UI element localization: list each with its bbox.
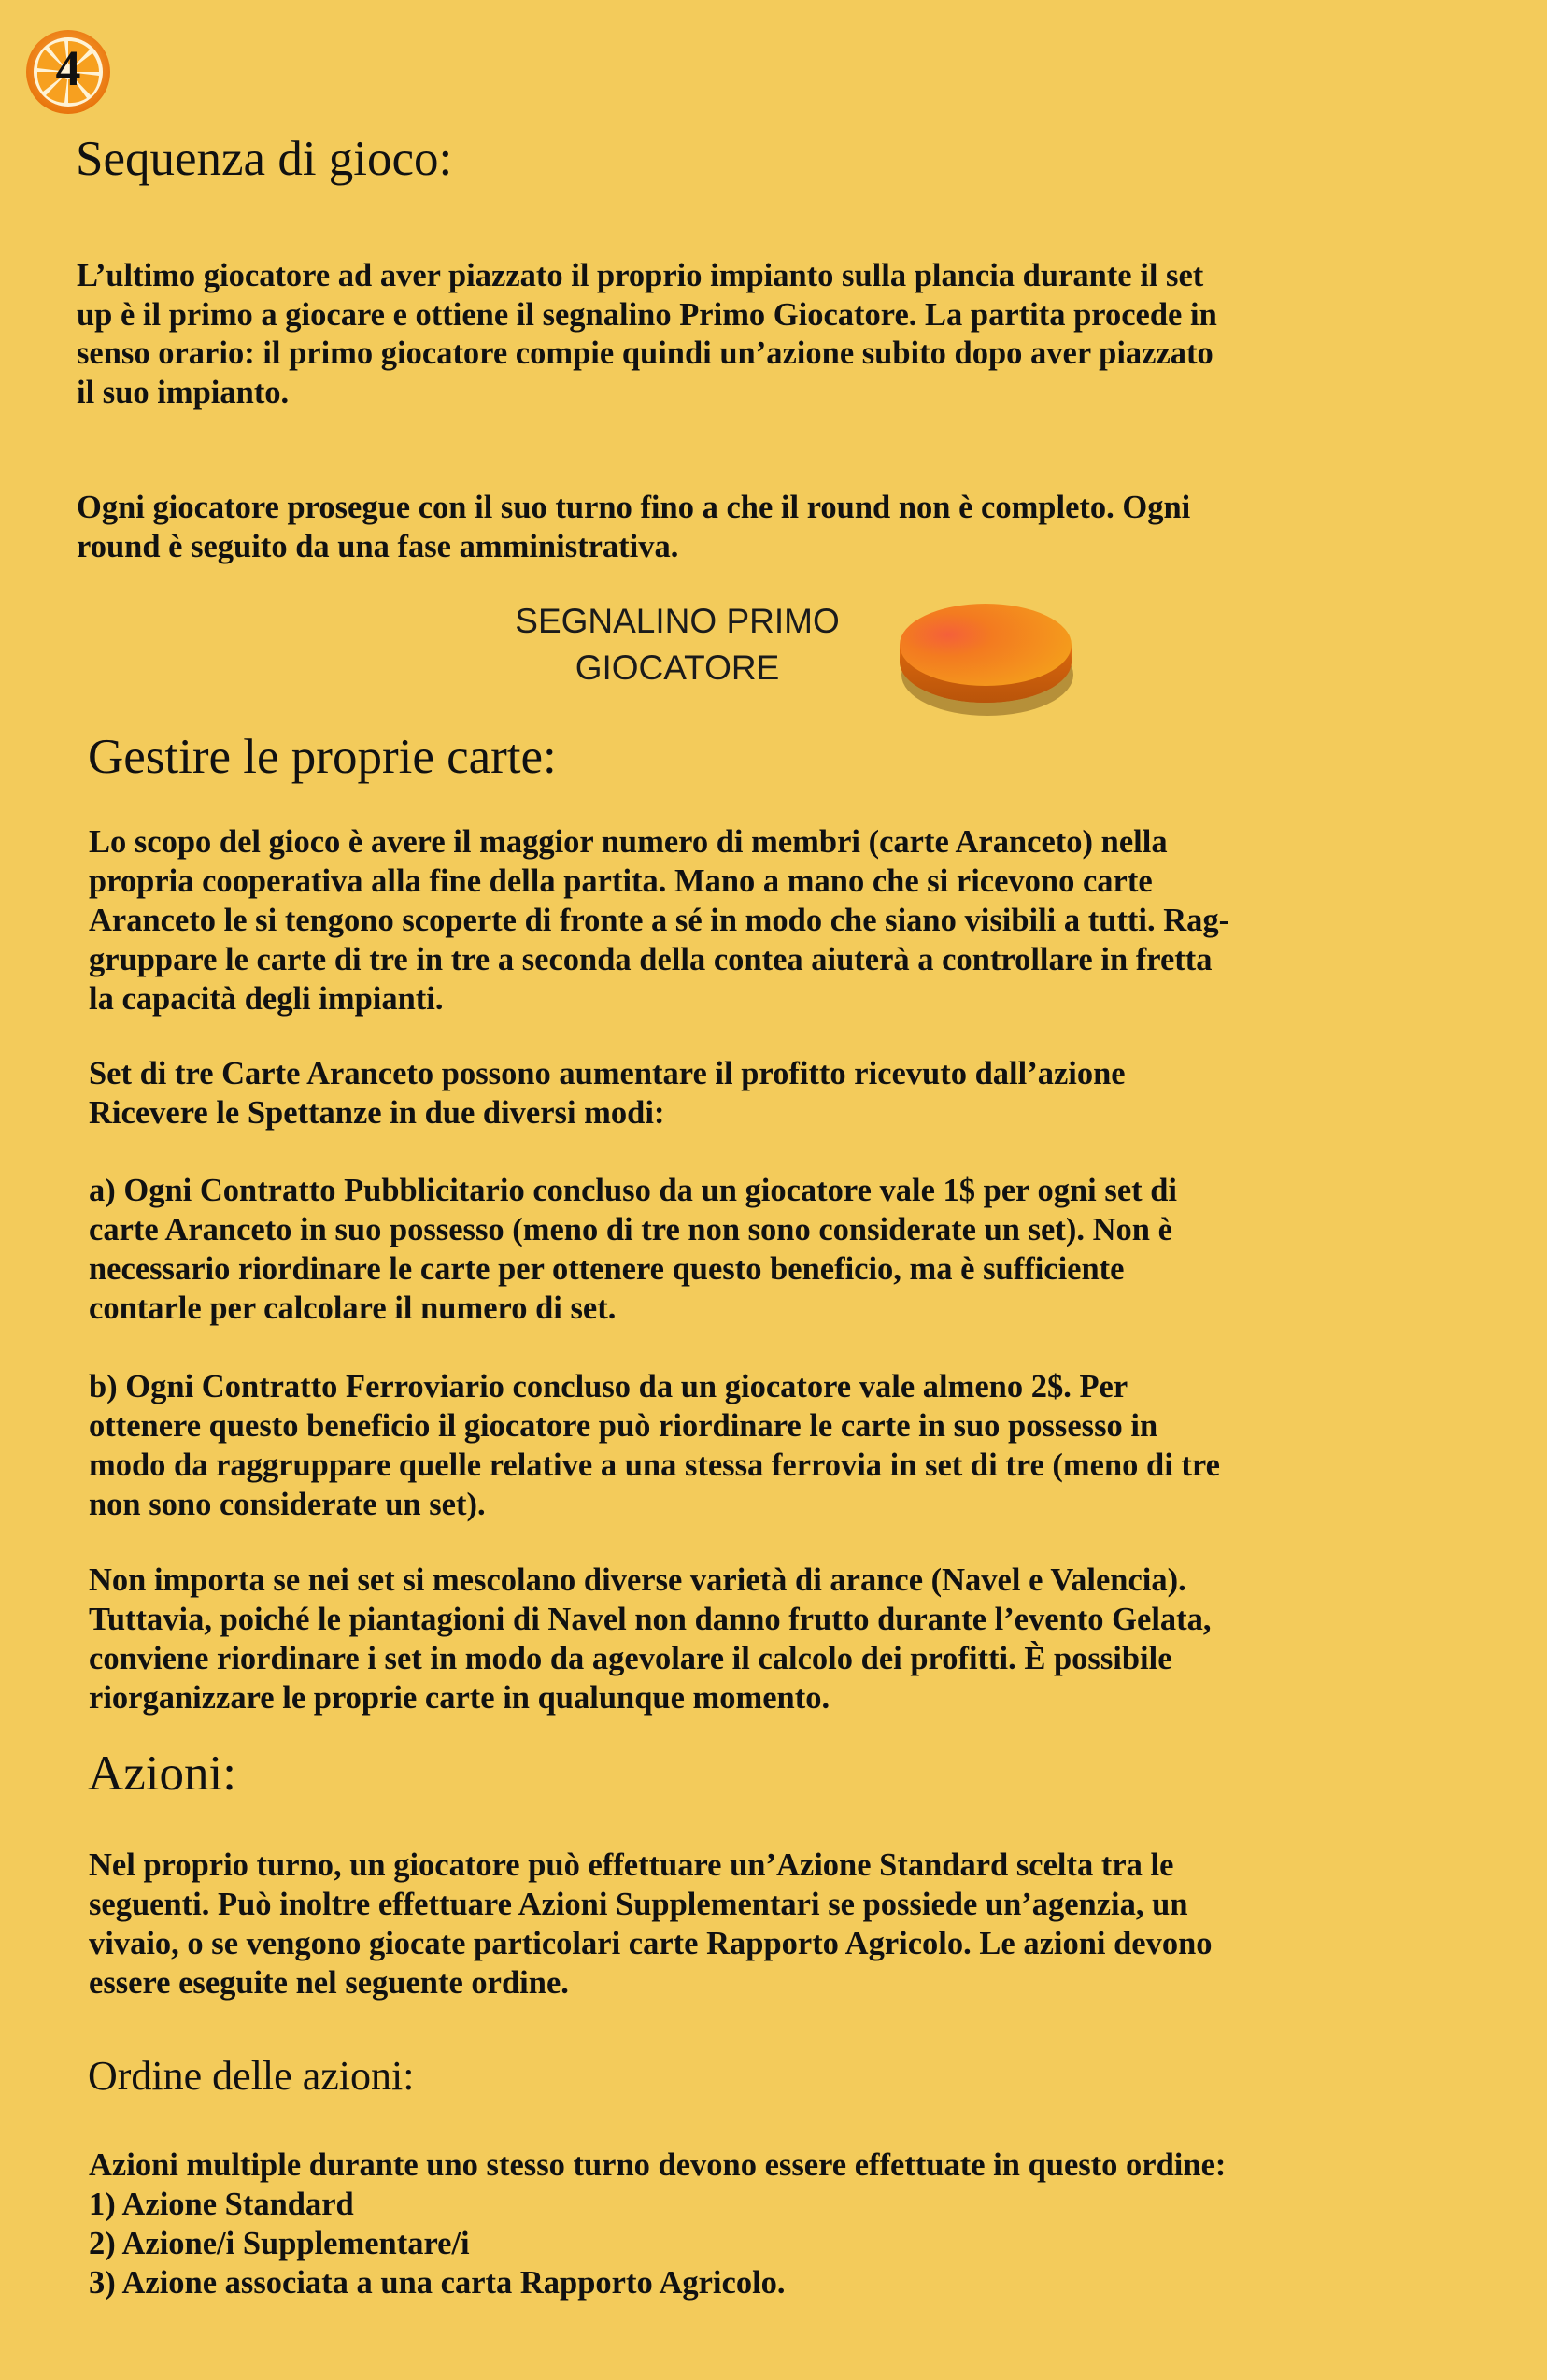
text-line: la capacità degli impianti. xyxy=(89,981,444,1017)
order-item: 1) Azione Standard xyxy=(89,2187,354,2222)
text-line: up è il primo a giocare e ottiene il segnalino Primo Giocatore. La partita procede in xyxy=(77,296,1217,333)
text-line: essere eseguite nel seguente ordine. xyxy=(89,1965,569,2001)
section-title-cards: Gestire le proprie carte: xyxy=(88,730,557,784)
order-item: 3) Azione associata a una carta Rapporto Agricolo. xyxy=(89,2265,786,2301)
text-line: non sono considerate un set). xyxy=(89,1487,486,1522)
text-line: a) Ogni Contratto Pubblicitario concluso da un giocatore vale 1$ per ogni set di xyxy=(89,1173,1178,1208)
token-label xyxy=(448,598,906,691)
section-title-sequence: Sequenza di gioco: xyxy=(76,132,453,186)
text-line: round è seguito da una fase amministrativa. xyxy=(77,528,679,564)
text-line: contarle per calcolare il numero di set. xyxy=(89,1290,617,1326)
text-line: Lo scopo del gioco è avere il maggior numero di membri (carte Aranceto) nella xyxy=(89,824,1168,860)
text-line: carte Aranceto in suo possesso (meno di tre non sono considerate un set). Non è xyxy=(89,1212,1172,1247)
text-line: propria cooperativa alla fine della partita. Mano a mano che si ricevono carte xyxy=(89,863,1153,899)
text-line: conviene riordinare i set in modo da agevolare il calcolo dei profitti. È possibile xyxy=(89,1641,1172,1676)
text-line: riorganizzare le proprie carte in qualunque momento. xyxy=(89,1680,830,1716)
text-line: gruppare le carte di tre in tre a seconda della contea aiuterà a controllare in fretta xyxy=(89,942,1213,977)
sequence-paragraph-1 xyxy=(77,257,1459,412)
text-line: Set di tre Carte Aranceto possono aumentare il profitto ricevuto dall’azione xyxy=(89,1056,1126,1091)
section-title-order: Ordine delle azioni: xyxy=(88,2053,415,2099)
cards-paragraph-4 xyxy=(89,1367,1471,1524)
token-label-line: GIOCATORE xyxy=(575,648,780,687)
cards-paragraph-3 xyxy=(89,1171,1471,1328)
page-number: 4 xyxy=(55,40,81,96)
text-line: senso orario: il primo giocatore compie quindi un’azione subito dopo aver piazzato xyxy=(77,335,1213,371)
text-line: Ogni giocatore prosegue con il suo turno fino a che il round non è completo. Ogni xyxy=(77,490,1191,525)
text-line: il suo impianto. xyxy=(77,374,290,410)
text-line: Non importa se nei set si mescolano diverse varietà di arance (Navel e Valencia). xyxy=(89,1562,1186,1598)
text-line: Nel proprio turno, un giocatore può effettuare un’Azione Standard scelta tra le xyxy=(89,1847,1174,1883)
order-intro: Azioni multiple durante uno stesso turno devono essere effettuate in questo ordine: xyxy=(89,2147,1227,2183)
section-title-actions: Azioni: xyxy=(88,1746,236,1801)
text-line: modo da raggruppare quelle relative a una stessa ferrovia in set di tre (meno di tre xyxy=(89,1447,1220,1483)
order-list xyxy=(89,2145,1471,2302)
actions-paragraph-1 xyxy=(89,1846,1471,2002)
token-label-line: SEGNALINO PRIMO xyxy=(515,602,840,640)
order-item: 2) Azione/i Supplementare/i xyxy=(89,2226,470,2261)
cards-paragraph-2 xyxy=(89,1054,1471,1133)
text-line: b) Ogni Contratto Ferroviario concluso da un giocatore vale almeno 2$. Per xyxy=(89,1369,1128,1404)
text-line: Tuttavia, poiché le piantagioni di Navel non danno frutto durante l’evento Gelata, xyxy=(89,1602,1212,1637)
text-line: necessario riordinare le carte per ottenere questo beneficio, ma è sufficiente xyxy=(89,1251,1125,1287)
cards-paragraph-1 xyxy=(89,822,1471,1019)
text-line: ottenere questo beneficio il giocatore può riordinare le carte in suo possesso in xyxy=(89,1408,1158,1444)
text-line: Ricevere le Spettanze in due diversi modi: xyxy=(89,1095,665,1131)
text-line: seguenti. Può inoltre effettuare Azioni Supplementari se possiede un’agenzia, un xyxy=(89,1887,1188,1922)
cards-paragraph-5 xyxy=(89,1561,1471,1717)
text-line: vivaio, o se vengono giocate particolari carte Rapporto Agricolo. Le azioni devono xyxy=(89,1926,1213,1961)
text-line: L’ultimo giocatore ad aver piazzato il proprio impianto sulla plancia durante il set xyxy=(77,258,1204,293)
text-line: Aranceto le si tengono scoperte di fronte a sé in modo che siano visibili a tutti. Rag- xyxy=(89,903,1230,938)
first-player-token-icon xyxy=(892,577,1079,718)
sequence-paragraph-2 xyxy=(77,489,1459,566)
